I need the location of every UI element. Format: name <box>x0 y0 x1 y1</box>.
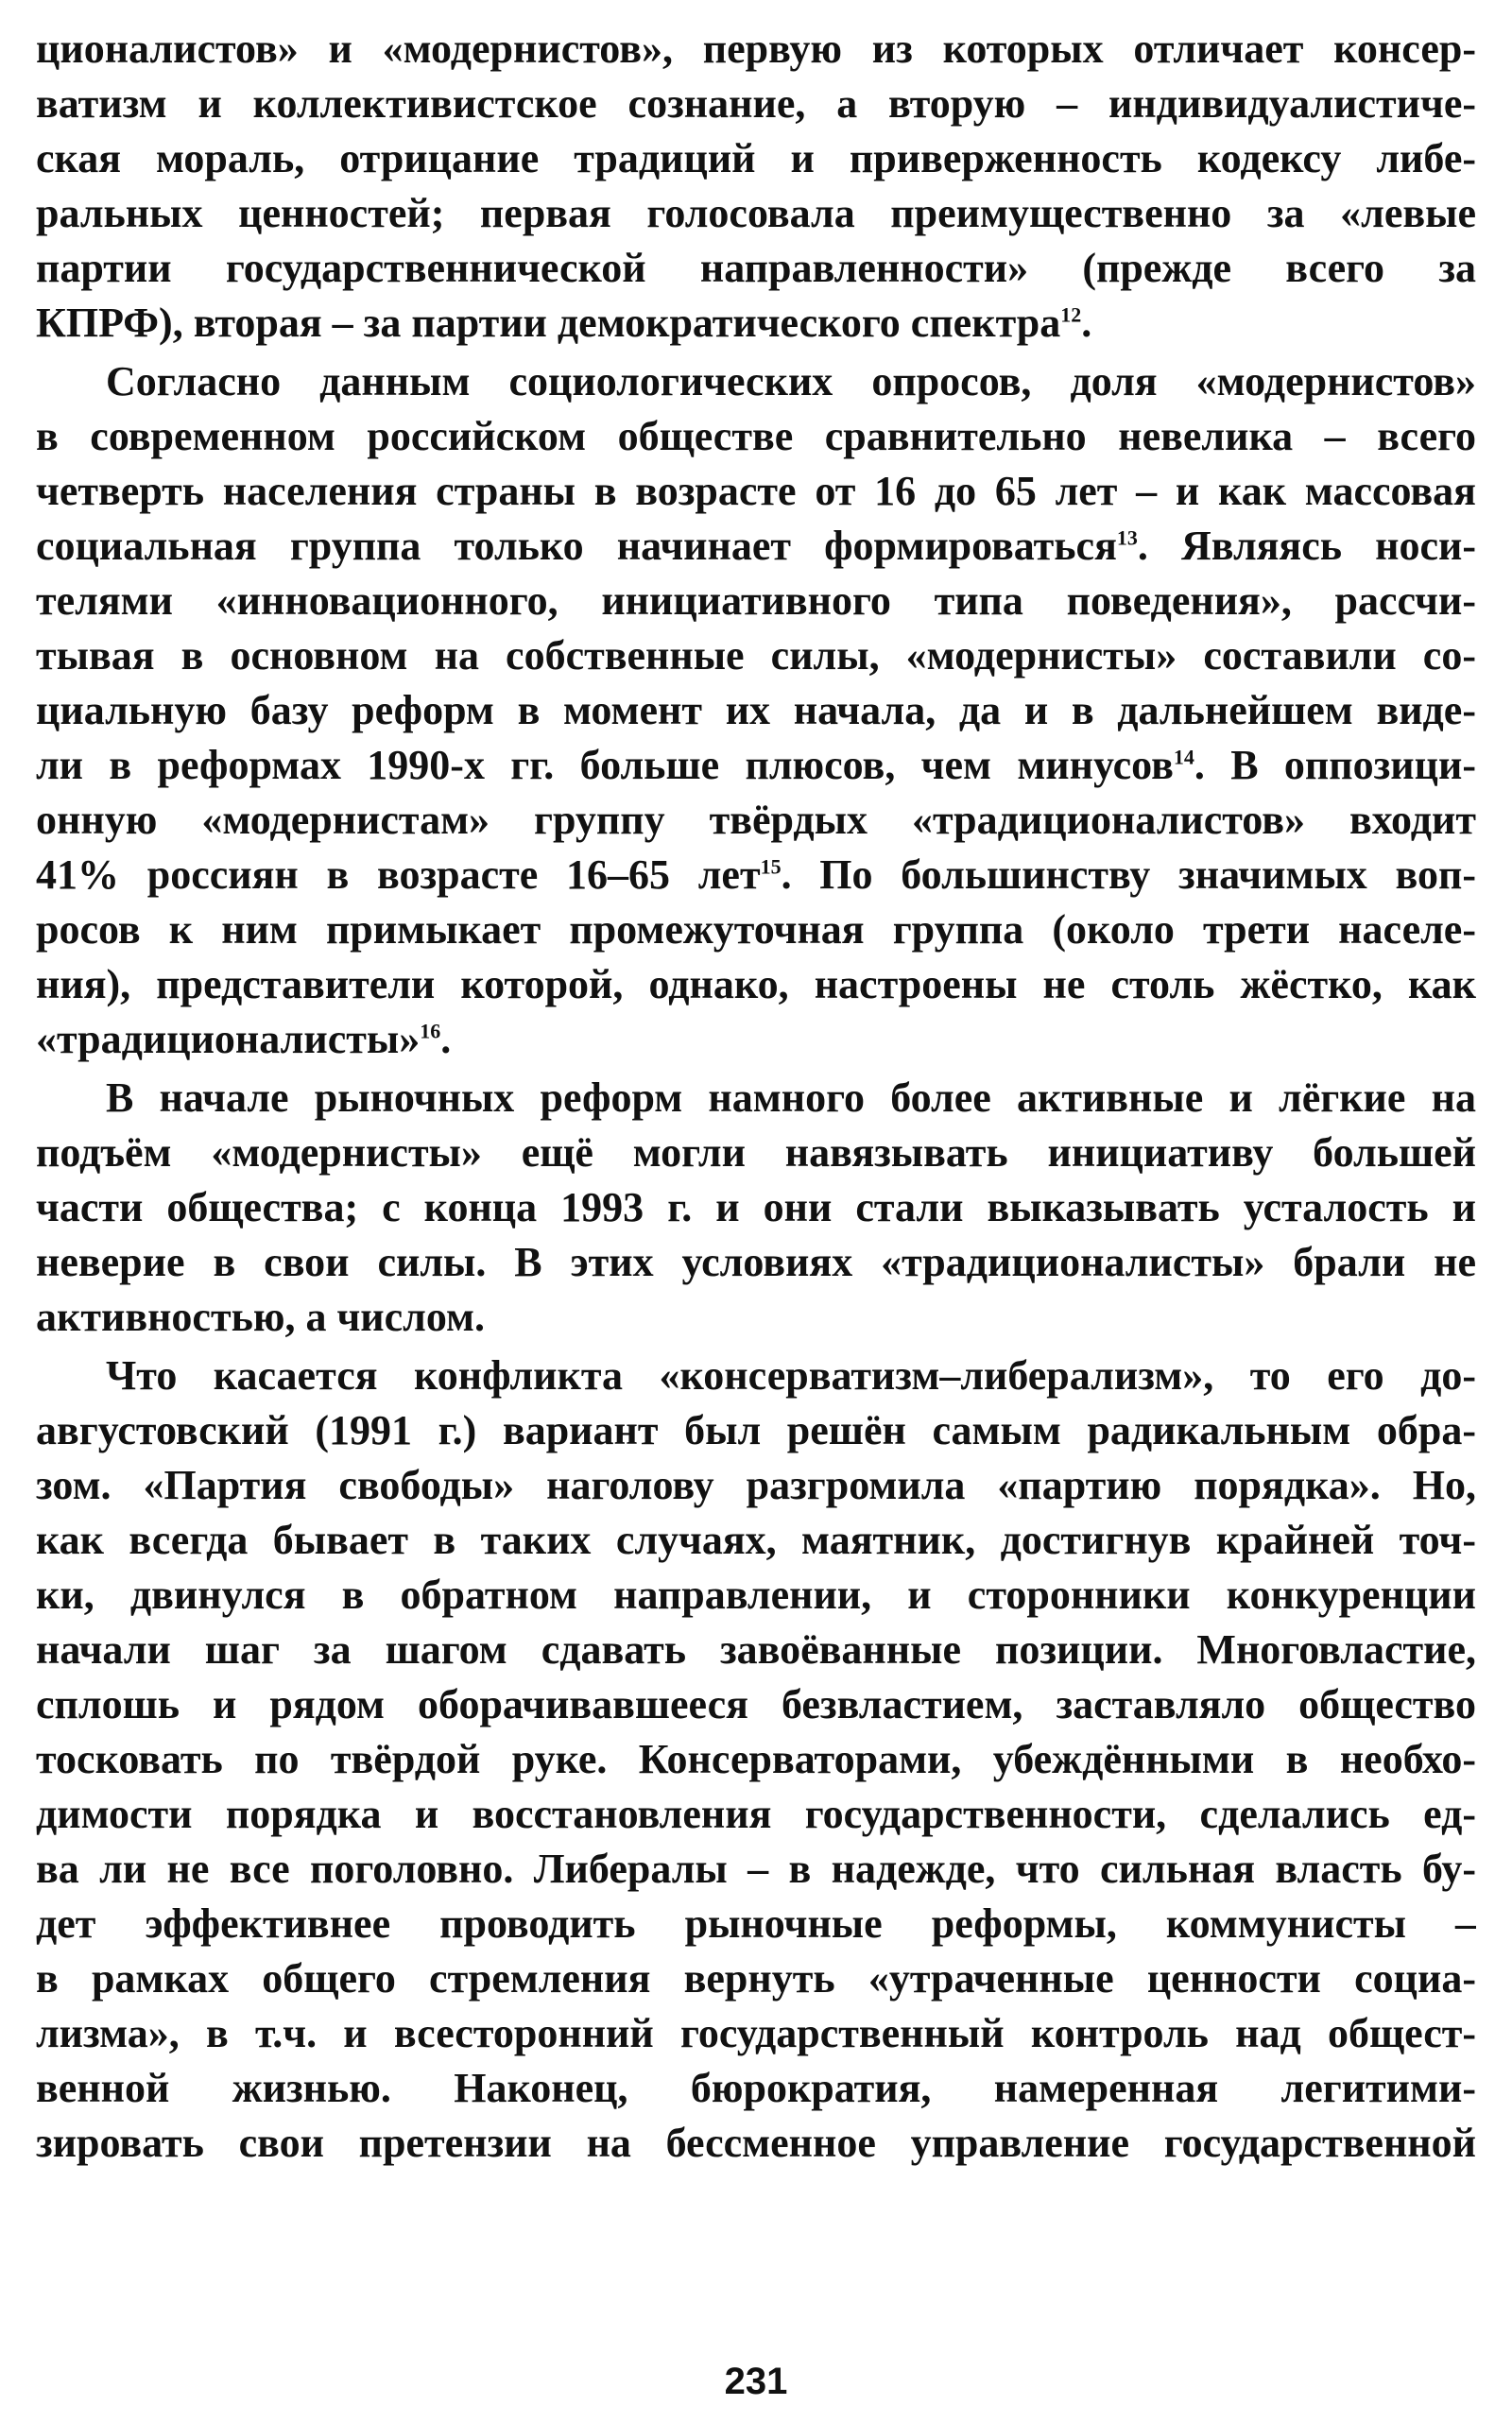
line-text: 41% россиян в возрасте 16–65 лет <box>36 851 761 898</box>
text-line <box>36 1289 1476 1346</box>
text-line <box>36 1348 1476 1404</box>
text-line <box>36 847 1476 903</box>
text-line <box>36 1011 1476 1068</box>
text-line <box>36 518 1476 575</box>
text-line <box>36 185 1476 242</box>
text-line <box>36 1731 1476 1788</box>
line-text: начали шаг за шагом сдавать завоёванные позиции. Многовластие, <box>36 1626 1476 1673</box>
footnote-marker: 16 <box>420 1019 441 1043</box>
text-line <box>36 1070 1476 1126</box>
text-line <box>36 1676 1476 1733</box>
line-text: как всегда бывает в таких случаях, маятник, достигнув крайней точ- <box>36 1517 1476 1563</box>
line-text-after: . <box>1081 300 1092 346</box>
line-text: ская мораль, отрицание традиций и приверженность кодексу либе- <box>36 135 1476 181</box>
text-line <box>36 408 1476 465</box>
line-text: онную «модернистам» группу твёрдых «традиционалистов» входит <box>36 797 1476 843</box>
text-line <box>36 792 1476 849</box>
line-text: партии государственнической направленности» (прежде всего за <box>36 245 1476 291</box>
line-text-after: . Являясь носи- <box>1137 523 1476 569</box>
text-line <box>36 1402 1476 1459</box>
text-line <box>36 130 1476 187</box>
line-text: ральных ценностей; первая голосовала преимущественно за «левые <box>36 190 1476 236</box>
text-line <box>36 240 1476 297</box>
line-text: «традиционалисты» <box>36 1016 421 1062</box>
text-line <box>36 956 1476 1013</box>
text-line <box>36 295 1476 352</box>
footnote-marker: 12 <box>1060 302 1082 327</box>
line-text: росов к ним примыкает промежуточная группа (около трети населе- <box>36 906 1476 953</box>
line-text: активностью, а числом. <box>36 1294 485 1340</box>
text-line <box>36 682 1476 739</box>
line-text: КПРФ), вторая – за партии демократического спектра <box>36 300 1061 346</box>
line-text: сплошь и рядом оборачивавшееся безвластием, заставляло общество <box>36 1681 1476 1727</box>
text-line <box>36 463 1476 520</box>
text-line <box>36 2115 1476 2172</box>
text-line <box>36 1457 1476 1514</box>
text-line <box>36 1622 1476 1678</box>
text-line <box>36 1512 1476 1569</box>
text-line <box>36 1841 1476 1898</box>
text-line <box>36 353 1476 410</box>
text-line <box>36 737 1476 794</box>
footnote-marker: 15 <box>760 854 782 879</box>
line-text: Что касается конфликта «консерватизм–либерализм», то его до- <box>106 1352 1476 1399</box>
text-line <box>36 21 1476 77</box>
page-body <box>36 21 1476 2308</box>
text-line <box>36 1950 1476 2007</box>
line-text: в современном российском обществе сравнительно невелика – всего <box>36 413 1476 459</box>
line-text: телями «инновационного, инициативного типа поведения», рассчи- <box>36 577 1476 624</box>
line-text-after: . <box>440 1016 452 1062</box>
text-line <box>36 2005 1476 2062</box>
line-text: тосковать по твёрдой руке. Консерваторами, убеждёнными в необхо- <box>36 1736 1476 1782</box>
line-text: социальная группа только начинает формироваться <box>36 523 1117 569</box>
text-line <box>36 1896 1476 1952</box>
text-line <box>36 627 1476 684</box>
text-line <box>36 902 1476 958</box>
text-line <box>36 573 1476 629</box>
line-text: циальную базу реформ в момент их начала, да и в дальнейшем виде- <box>36 687 1476 733</box>
footnote-marker: 13 <box>1116 525 1138 550</box>
line-text: ва ли не все поголовно. Либералы – в надежде, что сильная власть бу- <box>36 1846 1476 1892</box>
line-text: димости порядка и восстановления государственности, сделались ед- <box>36 1791 1476 1837</box>
footnote-marker: 14 <box>1173 745 1194 769</box>
line-text: тывая в основном на собственные силы, «модернисты» составили со- <box>36 632 1476 679</box>
line-text: лизма», в т.ч. и всесторонний государственный контроль над общест- <box>36 2010 1476 2056</box>
text-line <box>36 2060 1476 2117</box>
line-text: зом. «Партия свободы» наголову разгромила «партию порядка». Но, <box>36 1462 1476 1508</box>
line-text-after: . В оппозици- <box>1194 742 1476 788</box>
text-line <box>36 1567 1476 1624</box>
line-text: ционалистов» и «модернистов», первую из которых отличает консер- <box>36 26 1476 72</box>
line-text: венной жизнью. Наконец, бюрократия, намеренная легитими- <box>36 2065 1476 2111</box>
line-text: В начале рыночных реформ намного более активные и лёгкие на <box>106 1074 1476 1121</box>
line-text: неверие в свои силы. В этих условиях «традиционалисты» брали не <box>36 1239 1476 1285</box>
text-line <box>36 1786 1476 1843</box>
line-text: дет эффективнее проводить рыночные реформы, коммунисты – <box>36 1900 1476 1947</box>
line-text: ния), представители которой, однако, настроены не столь жёстко, как <box>36 961 1476 1007</box>
page-number: 231 <box>724 2361 788 2402</box>
line-text: части общества; с конца 1993 г. и они стали выказывать усталость и <box>36 1184 1476 1230</box>
line-text: Согласно данным социологических опросов, доля «модернистов» <box>106 358 1476 404</box>
text-line <box>36 1179 1476 1236</box>
line-text: четверть населения страны в возрасте от 16 до 65 лет – и как массовая <box>36 468 1476 514</box>
line-text: ки, двинулся в обратном направлении, и сторонники конкуренции <box>36 1572 1476 1618</box>
line-text-after: . По большинству значимых воп- <box>781 851 1476 898</box>
text-line <box>36 1125 1476 1181</box>
line-text: ватизм и коллективистское сознание, а вторую – индивидуалистиче- <box>36 80 1476 127</box>
line-text: ли в реформах 1990-х гг. больше плюсов, чем минусов <box>36 742 1174 788</box>
text-line <box>36 1234 1476 1291</box>
text-line <box>36 76 1476 132</box>
line-text: подъём «модернисты» ещё могли навязывать инициативу большей <box>36 1129 1476 1176</box>
line-text: зировать свои претензии на бессменное управление государственной <box>36 2120 1476 2166</box>
line-text: в рамках общего стремления вернуть «утраченные ценности социа- <box>36 1955 1476 2002</box>
line-text: августовский (1991 г.) вариант был решён самым радикальным обра- <box>36 1407 1476 1453</box>
